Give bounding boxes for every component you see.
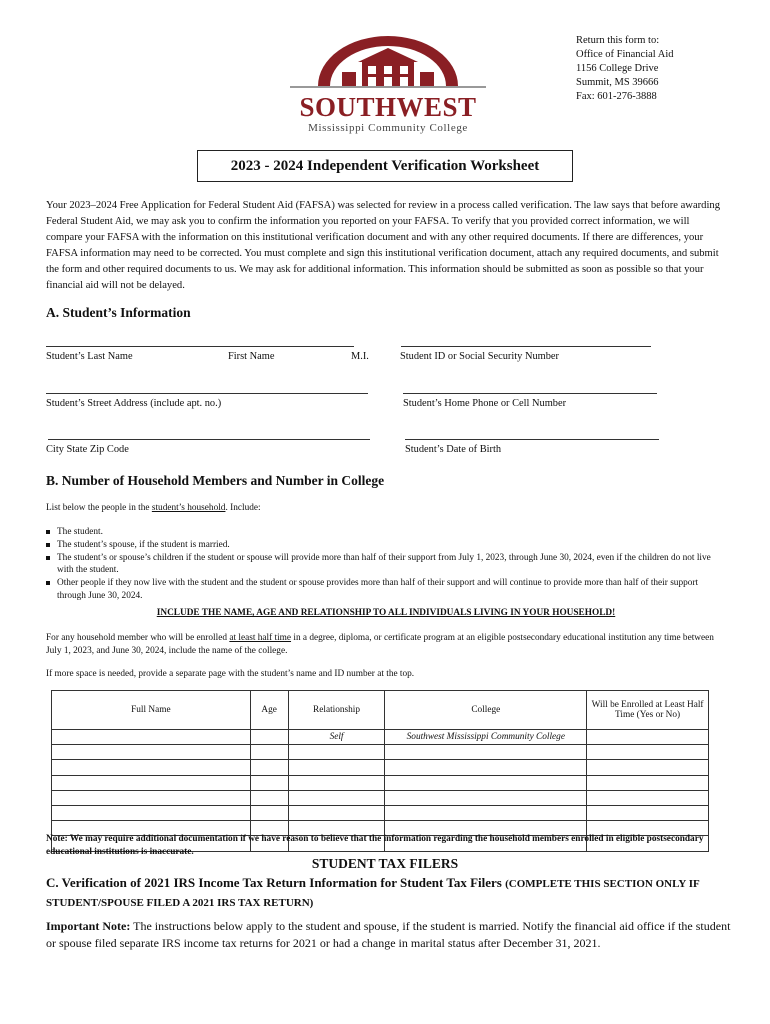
cell-enrolled[interactable] [587,805,709,820]
student-tax-filers-label: STUDENT TAX FILERS [311,856,459,871]
table-row [52,730,709,745]
first-name-label: First Name [228,351,275,362]
phone-field[interactable] [403,393,657,394]
documentation-note: Note: We may require additional documentation if we have reason to believe that the information regarding the household members enrolled in eligible postsecondary educational institutions is inaccurate. [46,834,704,857]
cell-age[interactable] [250,805,288,820]
table-row [52,790,709,805]
household-intro [46,502,261,515]
last-name-label: Student’s Last Name [46,351,133,362]
bullet-text: Other people if they now live with the student and the student or spouse provides more than half of their support and will continue to provide more than half of their support through June 30, 2024. [57,578,699,601]
return-street: 1156 College Drive [576,63,659,74]
household-intro-post: . Include: [225,503,261,513]
cell-name[interactable] [52,730,251,745]
street-address-field[interactable] [46,393,368,394]
city-state-zip-label: City State Zip Code [46,444,129,455]
cell-college[interactable] [385,775,587,790]
cell-college[interactable] [385,790,587,805]
cell-name[interactable] [52,790,251,805]
enrolled-post: in a degree, diploma, or certificate program at an eligible postsecondary educational institution any time between July 1, 2023, and June 30, 2024, include the name of the college. [46,633,714,656]
table-row [52,760,709,775]
list-item [46,526,726,539]
household-intro-link: student’s household [151,503,226,513]
important-note-label: Important Note: [46,919,131,933]
return-fax: Fax: 601-276-3888 [576,91,657,102]
col-full-name: Full Name [52,691,251,730]
logo-name: SOUTHWEST [299,92,477,122]
household-table [51,690,709,852]
return-address [576,34,674,104]
enrolled-link: at least half time [229,633,292,643]
list-item [46,577,726,603]
dob-label: Student’s Date of Birth [405,444,502,455]
college-logo [288,34,488,138]
cell-relationship[interactable] [288,745,385,760]
cell-enrolled[interactable] [587,745,709,760]
section-c-heading [46,874,736,912]
table-header-row [52,691,709,730]
col-enrolled: Will be Enrolled at Least Half Time (Yes or No) [587,691,709,730]
bullet-text: The student. [57,527,103,537]
last-first-mi-field[interactable] [46,346,354,347]
list-item [46,552,726,578]
cell-college[interactable] [385,745,587,760]
enrolled-pre: For any household member who will be enrolled [46,633,230,643]
cell-college[interactable] [385,805,587,820]
enrolled-instruction [46,632,726,658]
cell-enrolled[interactable] [587,760,709,775]
table-row [52,745,709,760]
cell-relationship[interactable] [288,760,385,775]
table-row [52,775,709,790]
important-note-text: The instructions below apply to the student and spouse, if the student is married. Notify the financial aid office if the student or spouse filed separate IRS income tax returns for 2021 or had a change in marital status after December 31, 2021. [46,919,731,950]
cell-college[interactable]: Southwest Mississippi Community College [385,730,587,745]
household-intro-pre: List below the people in the [46,503,152,513]
section-a-heading: A. Student’s Information [46,305,191,320]
intro-paragraph: Your 2023–2024 Free Application for Federal Student Aid (FAFSA) was selected for review in a process called verification. The law says that before awarding Federal Student Aid, we may ask you to confirm the information you reported on your FAFSA. To verify that you provided correct information, we will compare your FAFSA with the information on this institutional verification document and with any other required documents. If there are differences, your FAFSA information may need to be corrected. You must complete and sign this institutional verification document, attach any required documents, and submit the form and other required documents to us. We may ask for additional information. This information should be submitted as soon as possible so that your financial aid will not be delayed. [46,200,721,292]
return-office: Office of Financial Aid [576,49,674,60]
col-college: College [385,691,587,730]
col-relationship: Relationship [288,691,385,730]
table-row [52,805,709,820]
mi-label: M.I. [351,351,369,362]
cell-relationship[interactable]: Self [288,730,385,745]
household-bullet-list [46,526,726,603]
include-instruction: INCLUDE THE NAME, AGE AND RELATIONSHIP TO ALL INDIVIDUALS LIVING IN YOUR HOUSEHOLD! [156,608,616,618]
list-item [46,539,726,552]
cell-relationship[interactable] [288,805,385,820]
city-state-zip-field[interactable] [48,439,370,440]
cell-age[interactable] [250,730,288,745]
important-note [46,918,736,952]
section-c-caps: (COMPLETE THIS SECTION ONLY IF STUDENT/SPOUSE FILED A 2021 IRS TAX RETURN) [46,878,700,909]
form-title: 2023 - 2024 Independent Verification Worksheet [197,150,573,182]
cell-age[interactable] [250,745,288,760]
section-b-heading: B. Number of Household Members and Number in College [46,473,385,488]
college-building-icon [288,34,488,96]
section-c-title: C. Verification of 2021 IRS Income Tax Return Information for Student Tax Filers [46,875,506,890]
cell-age[interactable] [250,775,288,790]
cell-relationship[interactable] [288,790,385,805]
bullet-text: The student’s spouse, if the student is married. [57,539,230,550]
student-id-label: Student ID or Social Security Number [400,351,560,362]
col-age: Age [250,691,288,730]
cell-name[interactable] [52,760,251,775]
street-address-label: Student’s Street Address (include apt. no.) [46,398,222,409]
return-city: Summit, MS 39666 [576,77,659,88]
cell-age[interactable] [250,790,288,805]
cell-enrolled[interactable] [587,730,709,745]
cell-name[interactable] [52,745,251,760]
bullet-text: The student’s or spouse’s children if the student or spouse will provide more than half of their support from July 1, 2023, through June 30, 2024, even if the children do not live with the student. [57,552,711,576]
dob-field[interactable] [405,439,659,440]
cell-age[interactable] [250,760,288,775]
cell-name[interactable] [52,775,251,790]
cell-enrolled[interactable] [587,790,709,805]
return-heading: Return this form to: [576,35,660,46]
logo-subtitle: Mississippi Community College [308,122,468,134]
phone-label: Student’s Home Phone or Cell Number [403,398,567,409]
student-id-field[interactable] [401,346,651,347]
cell-enrolled[interactable] [587,775,709,790]
cell-relationship[interactable] [288,775,385,790]
cell-college[interactable] [385,760,587,775]
more-space-note: If more space is needed, provide a separate page with the student’s name and ID number at the top. [46,669,415,679]
cell-name[interactable] [52,805,251,820]
